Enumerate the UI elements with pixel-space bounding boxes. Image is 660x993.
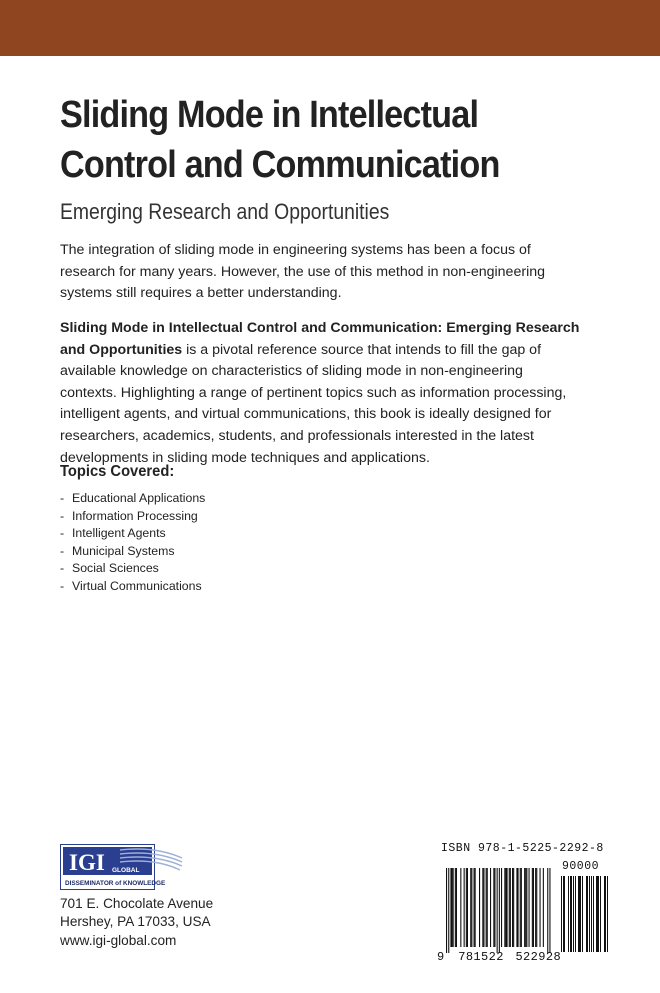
description-body: is a pivotal reference source that intends to fill the gap of available knowledge on characteristics of sliding mode in non-engineering contexts. Highlighting a range of pertinent topics such as information processing, intelligent agents, and virtual communications, this book is ideally designed for researchers, academics, students, and professionals interested in the latest developments in sliding mode techniques and applications. [60, 341, 567, 466]
barcode-bar [494, 868, 495, 947]
topic-item [60, 560, 205, 578]
addon-bar [570, 876, 571, 952]
barcode-bar [450, 868, 451, 947]
addon-bar [593, 876, 594, 952]
publisher-website[interactable]: www.igi-global.com [60, 932, 177, 948]
top-color-band [0, 0, 660, 56]
addon-bar [589, 876, 590, 952]
book-title [60, 90, 636, 190]
addon-bar [598, 876, 599, 952]
topic-item [60, 525, 205, 543]
bullet-dash: - [60, 526, 65, 540]
address-street: 701 E. Chocolate Avenue [60, 896, 214, 911]
book-subtitle: Emerging Research and Opportunities [60, 199, 390, 224]
barcode-bar [529, 868, 530, 947]
publisher-address [60, 895, 213, 950]
addon-bar [564, 876, 565, 952]
topic-label: Intelligent Agents [72, 526, 166, 540]
barcode-bar [520, 868, 521, 947]
bullet-dash: - [60, 491, 65, 505]
addon-bar [573, 876, 574, 952]
topic-label: Information Processing [72, 508, 198, 523]
addon-bar [600, 876, 601, 952]
barcode-bar [453, 868, 454, 947]
bullet-dash: - [60, 543, 65, 558]
addon-bar [568, 876, 569, 952]
topic-item [60, 578, 205, 596]
topic-label: Virtual Communications [72, 578, 202, 593]
addon-bar [607, 876, 608, 952]
barcode-bar [446, 868, 447, 953]
barcode-bar [464, 868, 465, 947]
barcode-bar [535, 868, 536, 947]
barcode-bar [493, 868, 494, 947]
addon-bar [578, 876, 579, 952]
barcode-bar [513, 868, 514, 947]
topics-heading: Topics Covered: [60, 463, 175, 480]
addon-bar [587, 876, 588, 952]
barcode-bar [512, 868, 513, 947]
addon-bar [561, 876, 562, 952]
barcode-bar [549, 868, 550, 953]
bullet-dash: - [60, 578, 65, 593]
topic-item [60, 508, 205, 526]
barcode-bar [501, 868, 502, 947]
address-city: Hershey, PA 17033, USA [60, 914, 211, 930]
barcode-bar [467, 868, 468, 947]
addon-bar [579, 876, 580, 952]
addon-bar [591, 876, 592, 952]
barcode-bar [543, 868, 544, 947]
barcode-bar [547, 868, 548, 953]
barcode-bar [448, 868, 449, 953]
addon-bar [605, 876, 606, 952]
barcode-bar [471, 868, 472, 947]
barcode-bar [540, 868, 541, 947]
topic-label: Social Sciences [72, 561, 159, 575]
barcode-bar [504, 868, 505, 947]
barcode-bar [475, 868, 476, 947]
barcode-bar [486, 868, 487, 947]
barcode-bar [518, 868, 519, 947]
bullet-dash: - [60, 508, 65, 523]
barcode-bar [452, 868, 453, 947]
barcode-bar [455, 868, 456, 947]
barcode-bar [536, 868, 537, 947]
barcode-bar [526, 868, 527, 947]
barcode-bar [521, 868, 522, 947]
addon-bar [582, 876, 583, 952]
barcode-bar [532, 868, 533, 947]
barcode-bar [533, 868, 534, 947]
igi-global-logo [60, 844, 184, 890]
description-bold-title: Sliding Mode in Intellectual Control and Communication: Emerging Research and Opportunities [60, 320, 580, 358]
title-line-2: Control and Communication [60, 144, 500, 186]
ean13-bars [446, 868, 551, 953]
barcode-bar [474, 868, 475, 947]
topic-item [60, 490, 205, 508]
logo-subtext: GLOBAL [112, 867, 140, 874]
barcode-bar [470, 868, 471, 947]
barcode-bar [482, 868, 483, 947]
addon-bar [571, 876, 572, 952]
barcode-bar [490, 868, 491, 947]
barcode-bar [479, 868, 480, 947]
isbn-label: ISBN 978-1-5225-2292-8 [441, 842, 604, 855]
barcode-bar [487, 868, 488, 947]
topic-item [60, 543, 205, 561]
barcode-bar [525, 868, 526, 947]
barcode-bar [510, 868, 511, 947]
ean-left-digits: 781522 [458, 950, 504, 964]
barcode-bar [499, 868, 500, 953]
addon-bar [563, 876, 564, 952]
addon-bar [575, 876, 576, 952]
logo-text: IGI [69, 850, 105, 875]
barcode-bar [497, 868, 498, 953]
barcode-bar [509, 868, 510, 947]
barcode-bar [505, 868, 506, 947]
barcode-bar [516, 868, 517, 947]
description-paragraph [60, 318, 580, 469]
ean-first-digit: 9 [437, 950, 445, 964]
barcode-bar [507, 868, 508, 947]
barcode-bar [466, 868, 467, 947]
topic-label: Municipal Systems [72, 543, 175, 558]
bullet-dash: - [60, 561, 65, 575]
barcode-bar [456, 868, 457, 947]
price-addon-digits: 90000 [562, 860, 600, 873]
topic-label: Educational Applications [72, 491, 206, 505]
barcode-bar [524, 868, 525, 947]
addon-bar [580, 876, 581, 952]
ean-digits [437, 950, 561, 964]
addon-bar [604, 876, 605, 952]
addon-bar [597, 876, 598, 952]
addon-bars [561, 876, 608, 952]
intro-paragraph: The integration of sliding mode in engineering systems has been a focus of research for many years. However, the use of this method in non-engineering systems still requires a better understanding. [60, 242, 545, 302]
ean-right-digits: 522928 [515, 950, 562, 964]
addon-bar [596, 876, 597, 952]
addon-bar [586, 876, 587, 952]
logo-tagline: DISSEMINATOR of KNOWLEDGE [65, 880, 166, 887]
barcode-bar [483, 868, 484, 947]
title-line-1: Sliding Mode in Intellectual [60, 94, 479, 136]
topics-list [60, 490, 205, 595]
barcode-bar [460, 868, 461, 947]
